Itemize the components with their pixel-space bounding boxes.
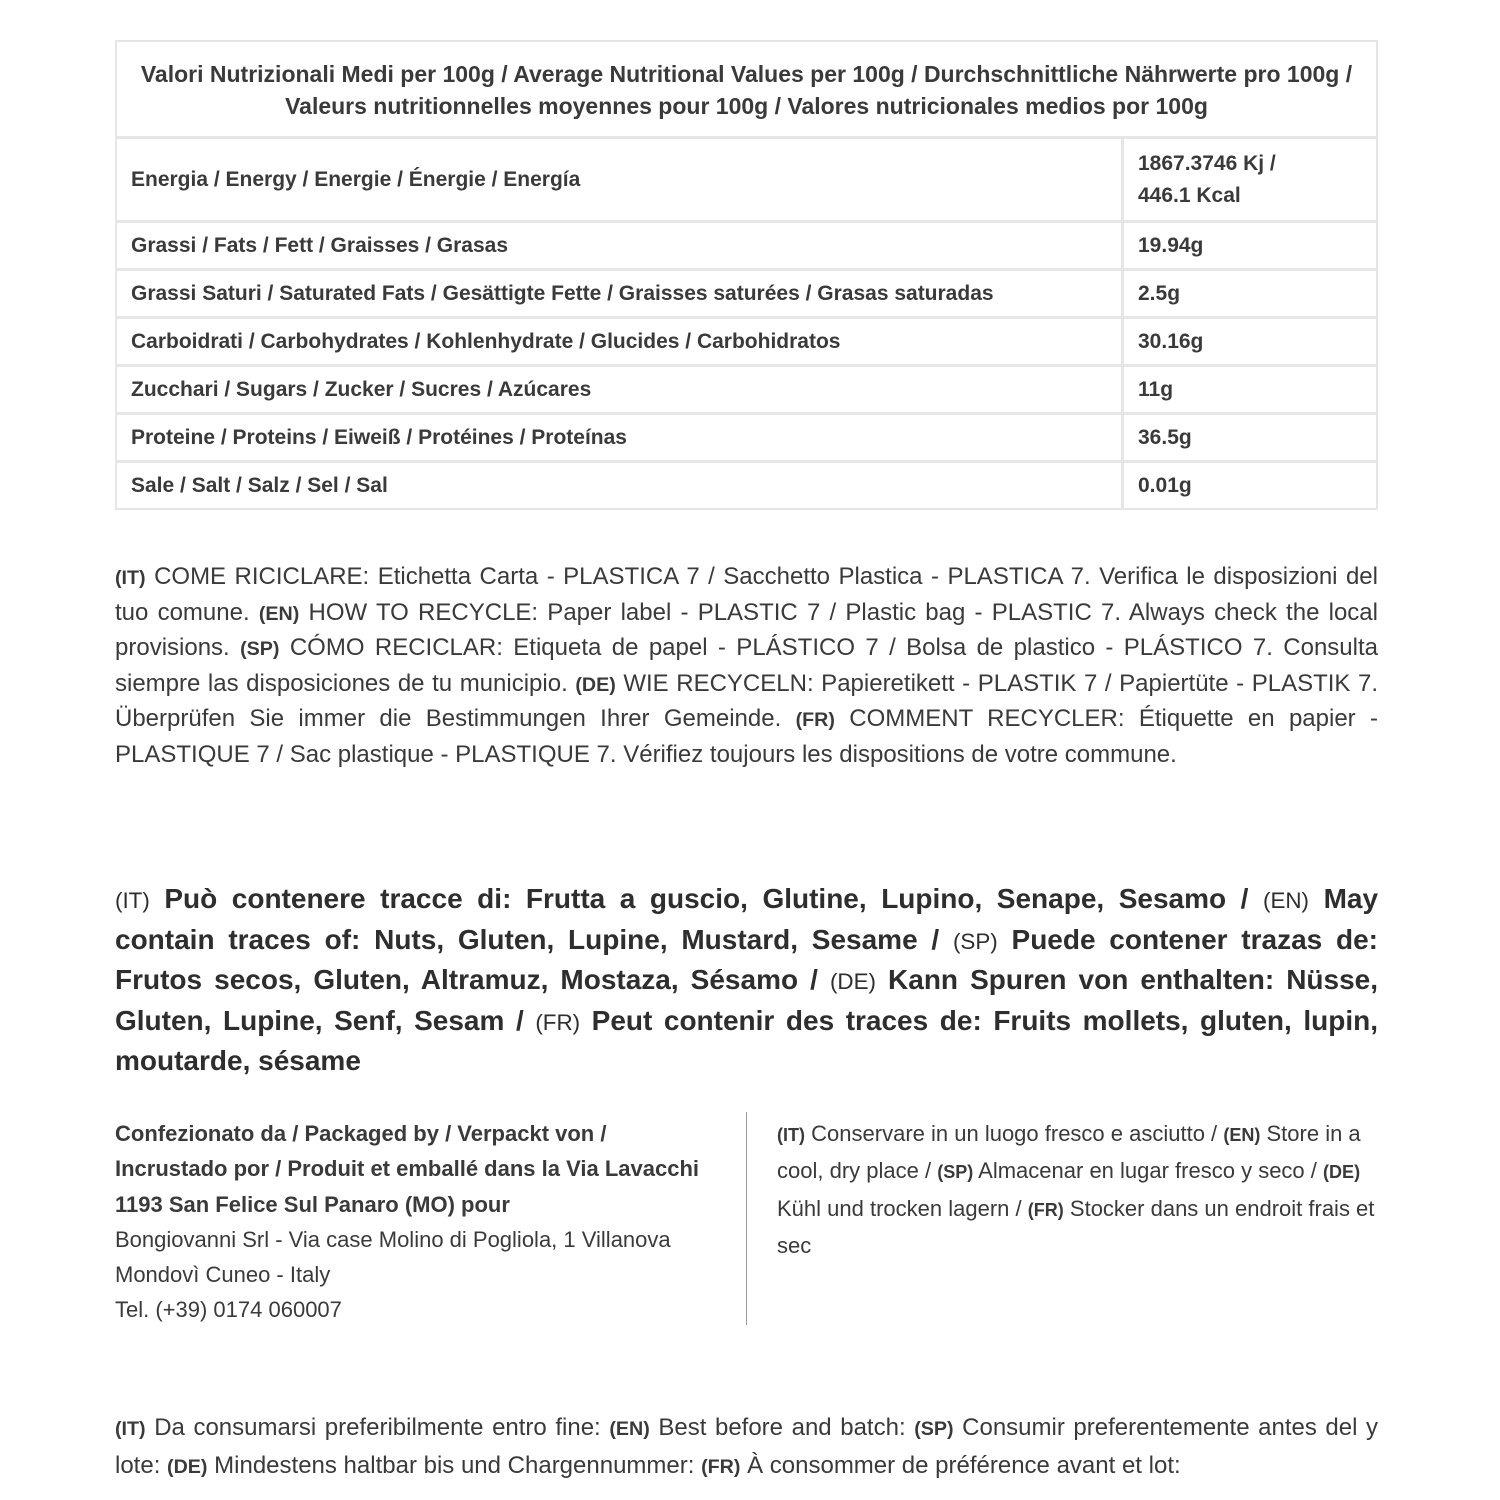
column-divider: [746, 1112, 747, 1325]
language-tag-sp: (SP): [240, 638, 280, 660]
energy-kj-value: 1867.3746 Kj /: [1138, 152, 1276, 175]
best-before-text-fr: À consommer de préférence avant et lot:: [747, 1451, 1181, 1479]
recycling-text-de: WIE RECYCELN: Papieretikett - PLASTIK 7 / Papiertüte - PLASTIK 7. Überprüfen Sie immer die Bestimmungen Ihrer Gemeinde.: [115, 669, 1379, 732]
nutrition-table-header: Valori Nutrizionali Medi per 100g / Average Nutritional Values per 100g / Durchschnittliche Nährwerte pro 100g / Valeurs nutritionnelles moyennes pour 100g / Valores nutricionales medios por 100g: [116, 41, 1377, 138]
language-tag-fr: (FR): [701, 1455, 741, 1478]
nutrient-label: Proteine / Proteins / Eiweiß / Protéines / Proteínas: [116, 414, 1123, 462]
language-tag-fr: (FR): [535, 1009, 581, 1035]
language-tag-it: (IT): [115, 1418, 146, 1440]
nutrition-table: [115, 40, 1378, 510]
allergen-text-fr: Peut contenir des traces de: Fruits mollets, gluten, lupin, moutarde, sésame: [115, 1004, 1378, 1076]
recycling-instructions: [115, 560, 1378, 772]
storage-text-sp: Almacenar en lugar fresco y seco /: [978, 1158, 1317, 1184]
packager-line: Confezionato da / Packaged by / Verpackt von /: [115, 1121, 607, 1146]
language-tag-en: (EN): [1223, 1125, 1261, 1145]
table-row: [116, 414, 1377, 462]
company-phone: Tel. (+39) 0174 060007: [115, 1297, 342, 1323]
language-tag-de: (DE): [575, 673, 616, 696]
nutrition-table-header-row: [116, 41, 1377, 138]
best-before-text-en: Best before and batch:: [658, 1414, 906, 1441]
table-row: [116, 318, 1377, 366]
nutrient-value: [1123, 138, 1378, 222]
allergen-warning: [115, 880, 1378, 1081]
language-tag-sp: (SP): [952, 928, 998, 954]
nutrient-label: Grassi Saturi / Saturated Fats / Gesättigte Fette / Graisses saturées / Grasas saturadas: [116, 270, 1123, 318]
nutrient-label: Grassi / Fats / Fett / Graisses / Grasas: [116, 222, 1123, 270]
energy-kcal-value: 446.1 Kcal: [1138, 184, 1241, 207]
nutrient-value: 30.16g: [1123, 318, 1378, 366]
company-address-line: Mondovì Cuneo - Italy: [115, 1262, 331, 1288]
storage-text-it: Conservare in un luogo fresco e asciutto /: [811, 1121, 1218, 1146]
storage-text-fr: Stocker dans un endroit frais et sec: [777, 1195, 1375, 1258]
language-tag-de: (DE): [167, 1455, 208, 1478]
storage-text-de: Kühl und trocken lagern /: [777, 1195, 1022, 1221]
packager-line: Incrustado por / Produit et emballé dans la Via Lavacchi: [115, 1156, 699, 1182]
storage-instructions: [777, 1116, 1378, 1263]
recycling-text-sp: CÓMO RECICLAR: Etiqueta de papel - PLÁSTICO 7 / Bolsa de plastico - PLÁSTICO 7. Consulta siempre las disposiciones de tu municipio.: [115, 634, 1379, 697]
allergen-text-en: May contain traces of: Nuts, Gluten, Lupine, Mustard, Sesame /: [115, 883, 1379, 955]
table-row: [116, 462, 1377, 510]
language-tag-en: (EN): [258, 602, 300, 625]
table-row: [116, 138, 1377, 222]
language-tag-de: (DE): [1323, 1162, 1361, 1183]
table-row: [116, 366, 1377, 414]
nutrient-value: 36.5g: [1123, 414, 1378, 462]
recycling-text-en: HOW TO RECYCLE: Paper label - PLASTIC 7 / Plastic bag - PLASTIC 7. Always check the local provisions.: [115, 598, 1378, 661]
allergen-text-it: Può contenere tracce di: Frutta a guscio, Glutine, Lupino, Senape, Sesamo /: [164, 883, 1249, 914]
language-tag-it: (IT): [777, 1125, 806, 1145]
nutrient-value: 11g: [1123, 366, 1378, 414]
best-before-info: [115, 1410, 1378, 1485]
best-before-text-it: Da consumarsi preferibilmente entro fine:: [154, 1414, 601, 1441]
language-tag-it: (IT): [115, 888, 150, 913]
table-row: [116, 270, 1377, 318]
language-tag-en: (EN): [609, 1418, 650, 1440]
table-row: [116, 222, 1377, 270]
language-tag-en: (EN): [1262, 888, 1310, 913]
nutrient-label: Zucchari / Sugars / Zucker / Sucres / Azúcares: [116, 366, 1123, 414]
packager-info: [115, 1116, 725, 1328]
nutrient-value: 2.5g: [1123, 270, 1378, 318]
nutrient-label: Energia / Energy / Energie / Énergie / Energía: [116, 138, 1123, 222]
language-tag-fr: (FR): [1027, 1199, 1064, 1220]
language-tag-fr: (FR): [795, 709, 835, 731]
best-before-text-sp: Consumir preferentemente antes del y lote:: [115, 1414, 1379, 1479]
recycling-text-fr: COMMENT RECYCLER: Étiquette en papier - PLASTIQUE 7 / Sac plastique - PLASTIQUE 7. Vérifiez toujours les dispositions de votre commune.: [115, 705, 1378, 768]
allergen-text-de: Kann Spuren von enthalten: Nüsse, Gluten, Lupine, Senf, Sesam /: [115, 964, 1379, 1036]
language-tag-de: (DE): [829, 969, 876, 994]
allergen-text-sp: Puede contener trazas de: Frutos secos, Gluten, Altramuz, Mostaza, Sésamo /: [115, 923, 1379, 995]
storage-text-en: Store in a cool, dry place /: [777, 1121, 1361, 1184]
nutrient-value: 0.01g: [1123, 462, 1378, 510]
language-tag-sp: (SP): [937, 1162, 974, 1183]
language-tag-it: (IT): [115, 567, 146, 589]
nutrient-value: 19.94g: [1123, 222, 1378, 270]
best-before-text-de: Mindestens haltbar bis und Chargennummer:: [214, 1451, 695, 1479]
language-tag-sp: (SP): [914, 1418, 954, 1440]
packager-line: 1193 San Felice Sul Panaro (MO) pour: [115, 1191, 510, 1217]
recycling-text-it: COME RICICLARE: Etichetta Carta - PLASTICA 7 / Sacchetto Plastica - PLASTICA 7. Verifica le disposizioni del tuo comune.: [115, 563, 1378, 626]
nutrient-label: Sale / Salt / Salz / Sel / Sal: [116, 462, 1123, 510]
company-address-line: Bongiovanni Srl - Via case Molino di Pogliola, 1 Villanova: [115, 1226, 671, 1252]
nutrient-label: Carboidrati / Carbohydrates / Kohlenhydrate / Glucides / Carbohidratos: [116, 318, 1123, 366]
